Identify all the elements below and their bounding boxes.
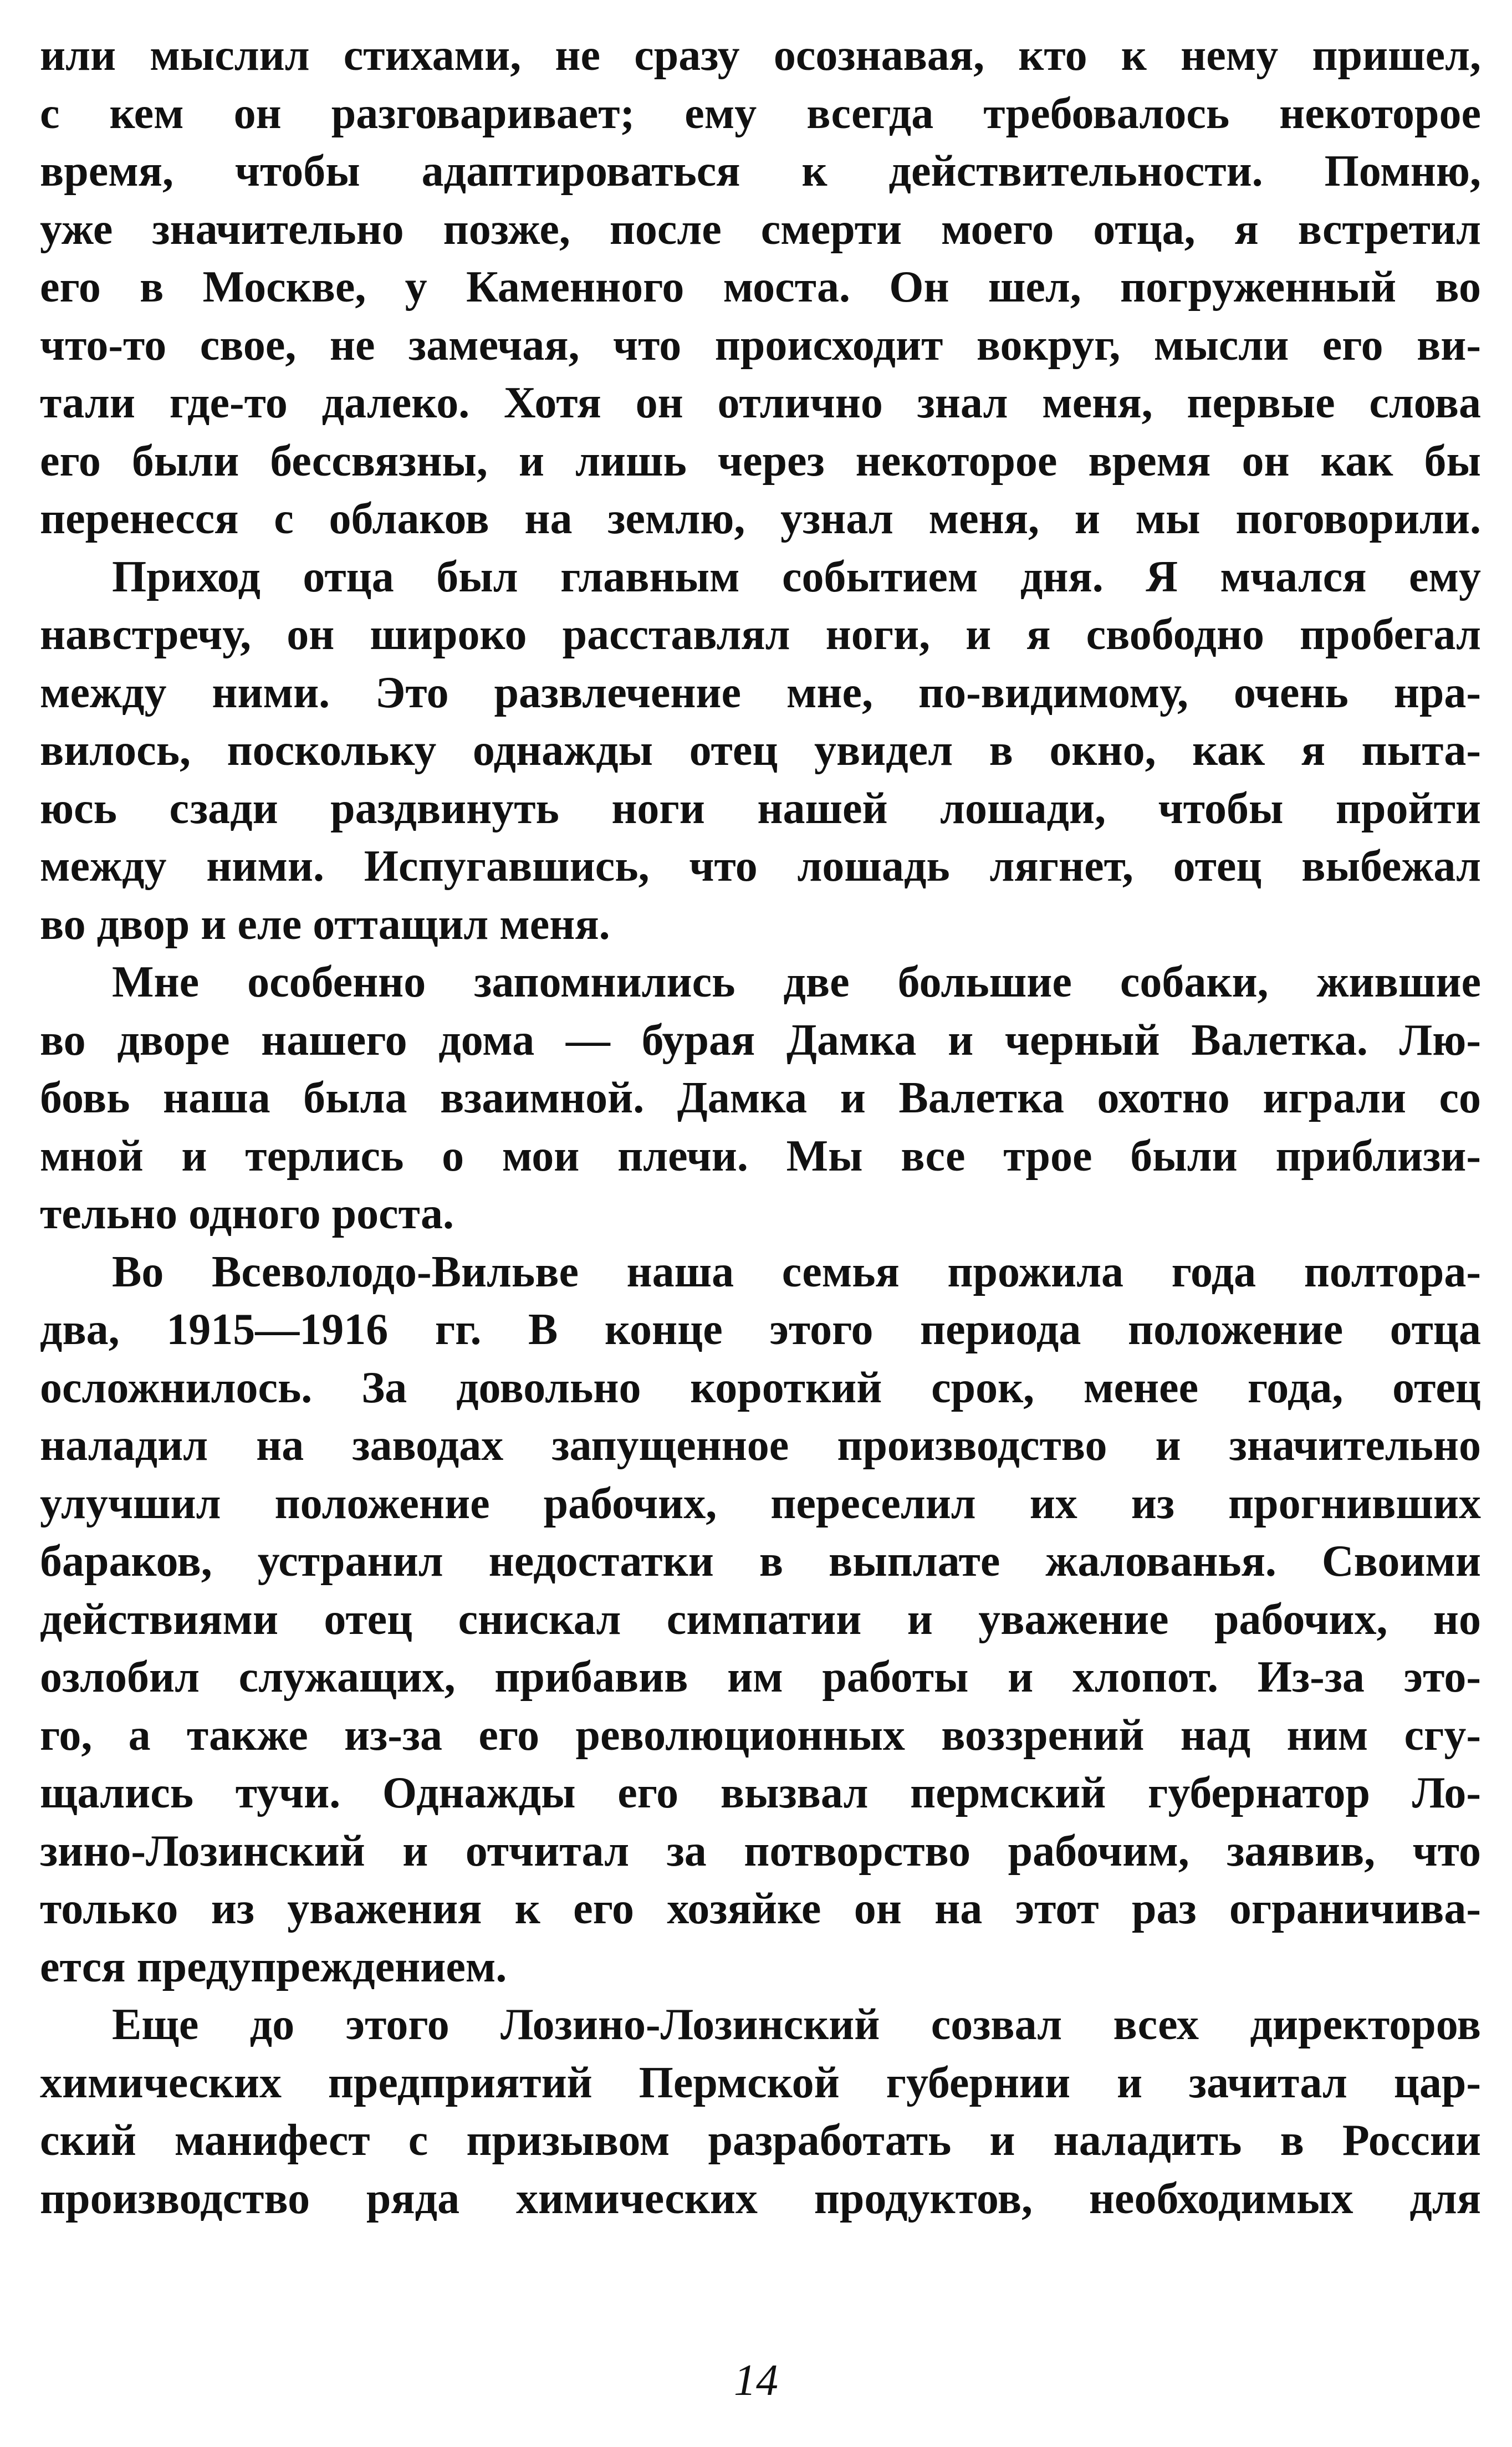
text-line: Мне особенно запомнились две большие собаки, жившие bbox=[112, 958, 1481, 1007]
text-line: Еще до этого Лозино-Лозинский созвал всех директоров bbox=[112, 2000, 1481, 2049]
text-line: во двор и еле оттащил меня. bbox=[40, 900, 610, 949]
page-body bbox=[40, 27, 1481, 2228]
text-line: Приход отца был главным событием дня. Я мчался ему bbox=[112, 552, 1481, 601]
text-line: осложнилось. За довольно короткий срок, менее года, отец bbox=[40, 1363, 1481, 1412]
text-line: его в Москве, у Каменного моста. Он шел, погруженный во bbox=[40, 263, 1481, 311]
text-line: только из уважения к его хозяйке он на этот раз ограничива- bbox=[40, 1884, 1481, 1933]
text-line: его были бессвязны, и лишь через некоторое время он как бы bbox=[40, 436, 1481, 486]
text-line: что-то свое, не замечая, что происходит вокруг, мысли его ви- bbox=[40, 320, 1481, 370]
paragraph bbox=[40, 27, 1481, 548]
paragraph bbox=[40, 1243, 1481, 1996]
text-line: бараков, устранил недостатки в выплате жалованья. Своими bbox=[40, 1537, 1481, 1586]
text-line: производство ряда химических продуктов, необходимых для bbox=[40, 2174, 1481, 2223]
text-line: во дворе нашего дома — бурая Дамка и черный Валетка. Лю- bbox=[40, 1015, 1481, 1065]
text-line: зино-Лозинский и отчитал за потворство рабочим, заявив, что bbox=[40, 1826, 1481, 1876]
page-number: 14 bbox=[734, 2356, 778, 2405]
text-line: с кем он разговаривает; ему всегда требовалось некоторое bbox=[40, 89, 1481, 138]
text-line: время, чтобы адаптироваться к действительности. Помню, bbox=[40, 147, 1481, 196]
text-line: навстречу, он широко расставлял ноги, и я свободно пробегал bbox=[40, 610, 1481, 659]
text-line: между ними. Это развлечение мне, по-видимому, очень нра- bbox=[40, 668, 1481, 717]
text-line: наладил на заводах запущенное производство и значительно bbox=[40, 1421, 1481, 1470]
text-line: Во Всеволодо-Вильве наша семья прожила года полтора- bbox=[112, 1247, 1481, 1296]
text-line: уже значительно позже, после смерти моего отца, я встретил bbox=[40, 205, 1481, 254]
paragraph bbox=[40, 953, 1481, 1243]
text-line: между ними. Испугавшись, что лошадь лягнет, отец выбежал bbox=[40, 842, 1481, 891]
text-line: озлобил служащих, прибавив им работы и хлопот. Из-за это- bbox=[40, 1653, 1481, 1702]
paragraph bbox=[40, 1996, 1481, 2228]
text-line: вилось, поскольку однажды отец увидел в окно, как я пыта- bbox=[40, 726, 1481, 775]
text-line: ский манифест с призывом разработать и наладить в России bbox=[40, 2116, 1481, 2165]
text-line: бовь наша была взаимной. Дамка и Валетка охотно играли со bbox=[40, 1074, 1481, 1122]
text-line: тали где-то далеко. Хотя он отлично знал меня, первые слова bbox=[40, 379, 1481, 427]
text-line: перенесся с облаков на землю, узнал меня, и мы поговорили. bbox=[40, 494, 1481, 543]
text-line: действиями отец снискал симпатии и уважение рабочих, но bbox=[40, 1595, 1481, 1644]
text-line: ется предупреждением. bbox=[40, 1942, 507, 1991]
paragraph bbox=[40, 548, 1481, 954]
text-line: два, 1915—1916 гг. В конце этого периода положение отца bbox=[40, 1305, 1481, 1354]
text-line: или мыслил стихами, не сразу осознавая, кто к нему пришел, bbox=[40, 31, 1481, 80]
text-line: юсь сзади раздвинуть ноги нашей лошади, чтобы пройти bbox=[40, 784, 1481, 833]
text-line: го, а также из-за его революционных воззрений над ним сгу- bbox=[40, 1710, 1481, 1760]
text-line: химических предприятий Пермской губернии и зачитал цар- bbox=[40, 2058, 1481, 2107]
text-line: улучшил положение рабочих, переселил их из прогнивших bbox=[40, 1479, 1481, 1528]
text-line: щались тучи. Однажды его вызвал пермский губернатор Ло- bbox=[40, 1769, 1481, 1817]
text-line: тельно одного роста. bbox=[40, 1189, 454, 1238]
text-line: мной и терлись о мои плечи. Мы все трое были приблизи- bbox=[40, 1131, 1481, 1181]
